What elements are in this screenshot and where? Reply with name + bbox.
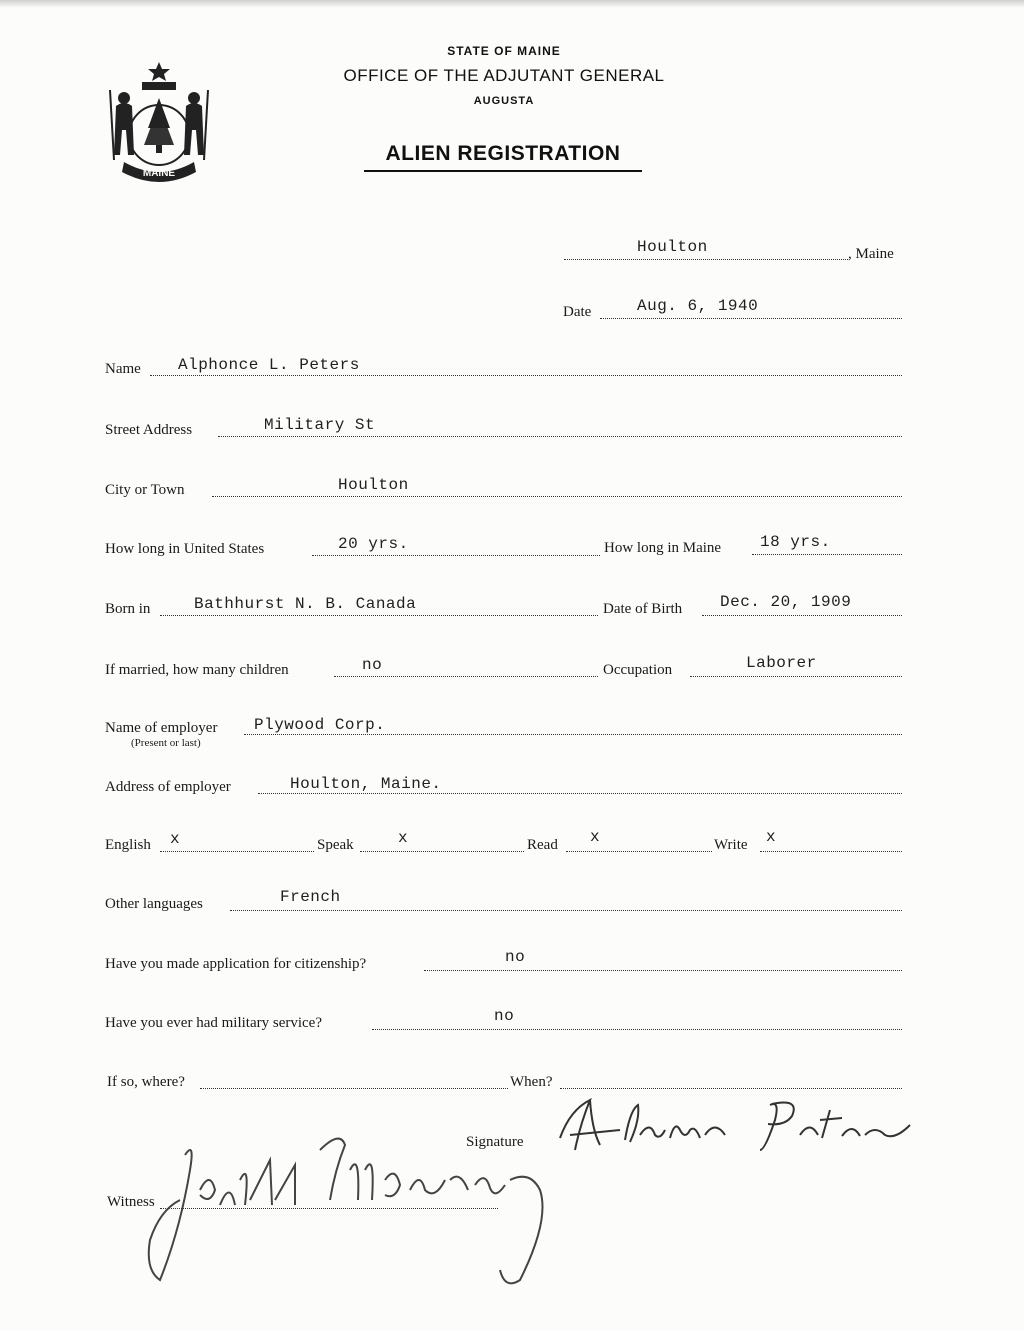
header-office: OFFICE OF THE ADJUTANT GENERAL	[343, 66, 665, 85]
maine-years-line	[752, 554, 902, 555]
street-label: Street Address	[105, 422, 193, 438]
birth-date-line	[702, 615, 902, 616]
born-in-line	[160, 615, 598, 616]
employer-address-value[interactable]: Houlton, Maine.	[290, 775, 442, 793]
employer-line	[244, 734, 902, 735]
citizenship-line	[424, 970, 902, 971]
birth-date-value[interactable]: Dec. 20, 1909	[720, 593, 852, 611]
born-in-label: Born in	[105, 601, 151, 617]
form-title: ALIEN REGISTRATION	[385, 142, 621, 165]
scan-edge	[0, 0, 1024, 8]
city-label: City or Town	[105, 482, 185, 498]
other-languages-value[interactable]: French	[280, 888, 341, 906]
english-label: English	[105, 837, 151, 853]
write-value[interactable]: x	[766, 828, 777, 846]
place-line	[564, 259, 848, 260]
speak-line	[360, 851, 524, 852]
date-line	[600, 318, 902, 319]
occupation-line	[690, 676, 902, 677]
children-value[interactable]: no	[362, 656, 383, 674]
occupation-value[interactable]: Laborer	[746, 654, 817, 672]
city-value[interactable]: Houlton	[338, 476, 409, 494]
employer-value[interactable]: Plywood Corp.	[254, 716, 386, 734]
write-line	[760, 851, 902, 852]
employer-label: Name of employer	[105, 720, 218, 736]
us-years-value[interactable]: 20 yrs.	[338, 535, 409, 553]
born-in-value[interactable]: Bathhurst N. B. Canada	[194, 595, 417, 613]
other-languages-label: Other languages	[105, 896, 203, 912]
employer-address-line	[258, 793, 902, 794]
city-line	[212, 496, 902, 497]
english-value[interactable]: x	[170, 830, 181, 848]
speak-value[interactable]: x	[398, 829, 409, 847]
header-state: STATE OF MAINE	[447, 44, 561, 58]
street-line	[218, 436, 902, 437]
employer-address-label: Address of employer	[105, 779, 231, 795]
name-value[interactable]: Alphonce L. Peters	[178, 356, 360, 374]
title-underline	[364, 170, 642, 172]
other-languages-line	[230, 910, 902, 911]
date-value[interactable]: Aug. 6, 1940	[637, 297, 759, 315]
us-years-label: How long in United States	[105, 541, 265, 557]
witness-signature	[100, 1110, 600, 1290]
place-value[interactable]: Houlton	[637, 238, 708, 256]
read-line	[566, 851, 712, 852]
where-line	[200, 1088, 508, 1089]
occupation-label: Occupation	[603, 662, 673, 678]
citizenship-value[interactable]: no	[505, 948, 526, 966]
children-line	[334, 676, 598, 677]
when-line	[560, 1088, 902, 1089]
english-line	[160, 851, 314, 852]
write-label: Write	[714, 837, 748, 853]
citizenship-label: Have you made application for citizenship?	[105, 956, 367, 972]
when-label: When?	[510, 1074, 553, 1090]
maine-years-value[interactable]: 18 yrs.	[760, 533, 831, 551]
read-value[interactable]: x	[590, 828, 601, 846]
place-suffix: , Maine	[848, 246, 894, 262]
speak-label: Speak	[317, 837, 354, 853]
date-label: Date	[563, 304, 592, 320]
name-line	[150, 375, 902, 376]
witness-label: Witness	[107, 1194, 155, 1210]
signature-label: Signature	[466, 1134, 524, 1150]
maine-years-label: How long in Maine	[604, 540, 722, 556]
street-value[interactable]: Military St	[264, 416, 376, 434]
military-label: Have you ever had military service?	[105, 1015, 322, 1031]
military-value[interactable]: no	[494, 1007, 515, 1025]
where-label: If so, where?	[107, 1074, 185, 1090]
name-label: Name	[105, 361, 141, 377]
read-label: Read	[527, 837, 558, 853]
employer-sublabel: (Present or last)	[131, 737, 201, 749]
children-label: If married, how many children	[105, 662, 289, 678]
us-years-line	[312, 555, 600, 556]
seal-text: MAINE	[142, 168, 176, 179]
birth-date-label: Date of Birth	[603, 601, 683, 617]
header-city: AUGUSTA	[473, 95, 535, 107]
military-line	[372, 1029, 902, 1030]
